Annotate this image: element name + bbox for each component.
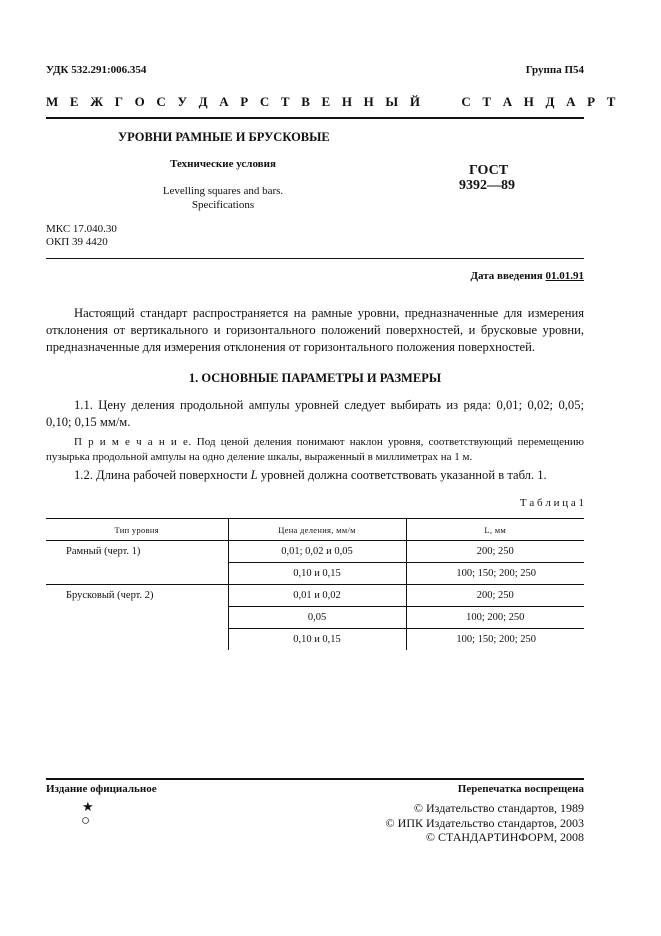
cell-length: 200; 250 bbox=[406, 585, 584, 607]
section-heading: 1. ОСНОВНЫЕ ПАРАМЕТРЫ И РАЗМЕРЫ bbox=[188, 371, 442, 385]
cell-length: 100; 150; 200; 250 bbox=[406, 629, 584, 651]
udk-code: УДК 532.291:006.354 bbox=[46, 64, 147, 76]
cell-division-value: 0,01; 0,02 и 0,05 bbox=[228, 541, 406, 563]
table-row bbox=[46, 585, 584, 607]
cell-length: 100; 200; 250 bbox=[406, 607, 584, 629]
official-edition: Издание официальное bbox=[46, 783, 157, 795]
document-subtitle: Технические условия bbox=[170, 158, 276, 170]
header-level-type: Тип уровня bbox=[46, 519, 228, 541]
cell-length: 100; 150; 200; 250 bbox=[406, 563, 584, 585]
note-label: П р и м е ч а н и е. bbox=[74, 436, 192, 448]
gost-number: 9392—89 bbox=[459, 178, 515, 193]
clause-1-2-variable: L bbox=[250, 468, 258, 482]
cell-division-value: 0,01 и 0,02 bbox=[228, 585, 406, 607]
codes-rule bbox=[46, 258, 584, 259]
english-title-line2: Specifications bbox=[191, 199, 255, 211]
table-header-row bbox=[46, 519, 584, 541]
clause-1-1: 1.1. Цену деления продольной ампулы уровней следует выбирать из ряда: 0,01; 0,02; 0,05; 0,10; 0,15 мм/м. bbox=[46, 398, 584, 429]
footer-rule bbox=[46, 778, 584, 780]
clause-1-2-text-a: 1.2. Длина рабочей поверхности bbox=[74, 468, 251, 482]
copyright-2003: © ИПК Издательство стандартов, 2003 bbox=[385, 816, 584, 830]
english-title-line1: Levelling squares and bars. bbox=[162, 185, 284, 197]
group-code: Группа П54 bbox=[525, 64, 584, 76]
introduction-date-label: Дата введения bbox=[470, 270, 543, 282]
document-title: УРОВНИ РАМНЫЕ И БРУСКОВЫЕ bbox=[118, 130, 330, 144]
introduction-date-value: 01.01.91 bbox=[545, 270, 584, 282]
star-icon: ★ bbox=[82, 799, 94, 814]
circle-icon: ○ bbox=[81, 813, 91, 829]
cell-level-type: Рамный (черт. 1) bbox=[66, 546, 141, 558]
cell-level-type: Брусковый (черт. 2) bbox=[66, 590, 154, 602]
cell-division-value: 0,05 bbox=[228, 607, 406, 629]
cell-level-type bbox=[46, 629, 228, 651]
note-paragraph bbox=[46, 435, 584, 464]
clause-1-2 bbox=[46, 467, 584, 484]
okp-code: ОКП 39 4420 bbox=[46, 236, 108, 248]
gost-label: ГОСТ bbox=[469, 163, 509, 178]
table-row bbox=[46, 563, 584, 585]
mks-code: МКС 17.040.30 bbox=[46, 223, 117, 235]
table-row bbox=[46, 541, 584, 563]
cell-level-type bbox=[46, 607, 228, 629]
reprint-prohibited: Перепечатка воспрещена bbox=[457, 783, 584, 795]
table-1 bbox=[46, 518, 584, 650]
table-row bbox=[46, 629, 584, 651]
header-length: L, мм bbox=[406, 519, 584, 541]
header-division-value: Цена деления, мм/м bbox=[228, 519, 406, 541]
introduction-date bbox=[470, 270, 584, 282]
intro-paragraph: Настоящий стандарт распространяется на рамные уровни, предназначенные для измерения отклонения от вертикального и горизонтального положений поверхностей, и брусковые уровни, предназначенные для измерения отклонения от горизонтального положения поверхностей. bbox=[46, 306, 584, 354]
cell-length: 200; 250 bbox=[406, 541, 584, 563]
table-caption: Т а б л и ц а 1 bbox=[519, 497, 584, 509]
clause-1-2-text-b: уровней должна соответствовать указанной в табл. 1. bbox=[257, 468, 547, 482]
cell-division-value: 0,10 и 0,15 bbox=[228, 563, 406, 585]
copyright-1989: © Издательство стандартов, 1989 bbox=[413, 801, 584, 815]
copyright-2008: © СТАНДАРТИНФОРМ, 2008 bbox=[425, 830, 584, 844]
note-text: Под ценой деления понимают наклон уровня, соответствующий перемещению пузырька продольной ампулы на одно деление шкалы, выраженный в миллиметрах на 1 м. bbox=[46, 436, 584, 463]
standard-banner: М Е Ж Г О С У Д А Р С Т В Е Н Н Ы Й С Т А Н Д А Р Т bbox=[46, 94, 620, 109]
banner-rule bbox=[46, 117, 584, 119]
table-row bbox=[46, 607, 584, 629]
cell-division-value: 0,10 и 0,15 bbox=[228, 629, 406, 651]
cell-level-type bbox=[46, 563, 228, 585]
